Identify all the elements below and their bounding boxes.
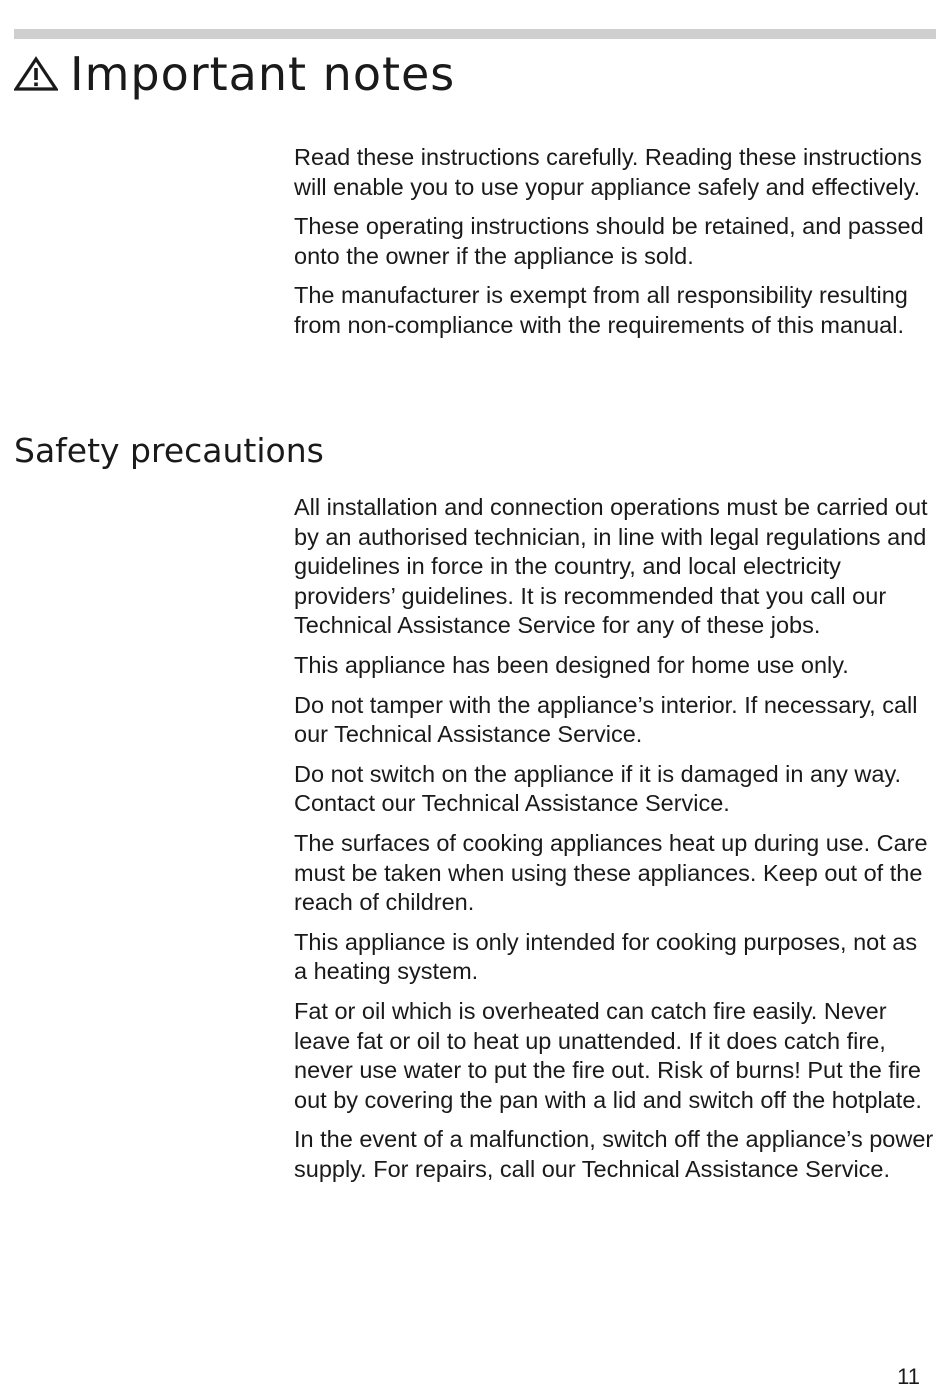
intro-paragraph: These operating instructions should be retained, and passed onto the owner if the appliance is sold.: [294, 213, 924, 269]
header-rule: [14, 29, 936, 39]
section-heading-safety: Safety precautions: [14, 431, 324, 470]
intro-paragraph: The manufacturer is exempt from all responsibility resulting from non-compliance with the requirements of this manual.: [294, 282, 908, 338]
safety-paragraph: Do not tamper with the appliance’s interior. If necessary, call our Technical Assistance Service.: [294, 691, 918, 748]
warning-triangle-icon: [14, 56, 58, 92]
safety-paragraph: Do not switch on the appliance if it is damaged in any way. Contact our Technical Assistance Service.: [294, 760, 901, 817]
safety-paragraph: In the event of a malfunction, switch off the appliance’s power supply. For repairs, call our Technical Assistance Service.: [294, 1126, 934, 1182]
safety-paragraph: This appliance has been designed for home use only.: [294, 651, 849, 678]
safety-paragraph: Fat or oil which is overheated can catch fire easily. Never leave fat or oil to heat up unattended. If it does catch fire, never use water to put the fire out. Risk of burns! Put the fire out by covering the pan with a lid and switch off the hotplate.: [294, 997, 922, 1113]
safety-paragraph: This appliance is only intended for cooking purposes, not as a heating system.: [294, 928, 918, 985]
page-header: [14, 44, 455, 104]
intro-paragraph: Read these instructions carefully. Reading these instructions will enable you to use yopur appliance safely and effectively.: [294, 144, 922, 200]
safety-section: [294, 493, 936, 1194]
page-number: 11: [897, 1364, 920, 1389]
safety-paragraph: All installation and connection operations must be carried out by an authorised technician, in line with legal regulations and guidelines in force in the country, and local electricity providers’ guidelines. It is recommended that you call our Technical Assistance Service for any of these jobs.: [294, 494, 928, 639]
intro-section: [294, 143, 936, 351]
safety-paragraph: The surfaces of cooking appliances heat up during use. Care must be taken when using these appliances. Keep out of the reach of children.: [294, 829, 928, 916]
page-title: Important notes: [70, 47, 456, 101]
